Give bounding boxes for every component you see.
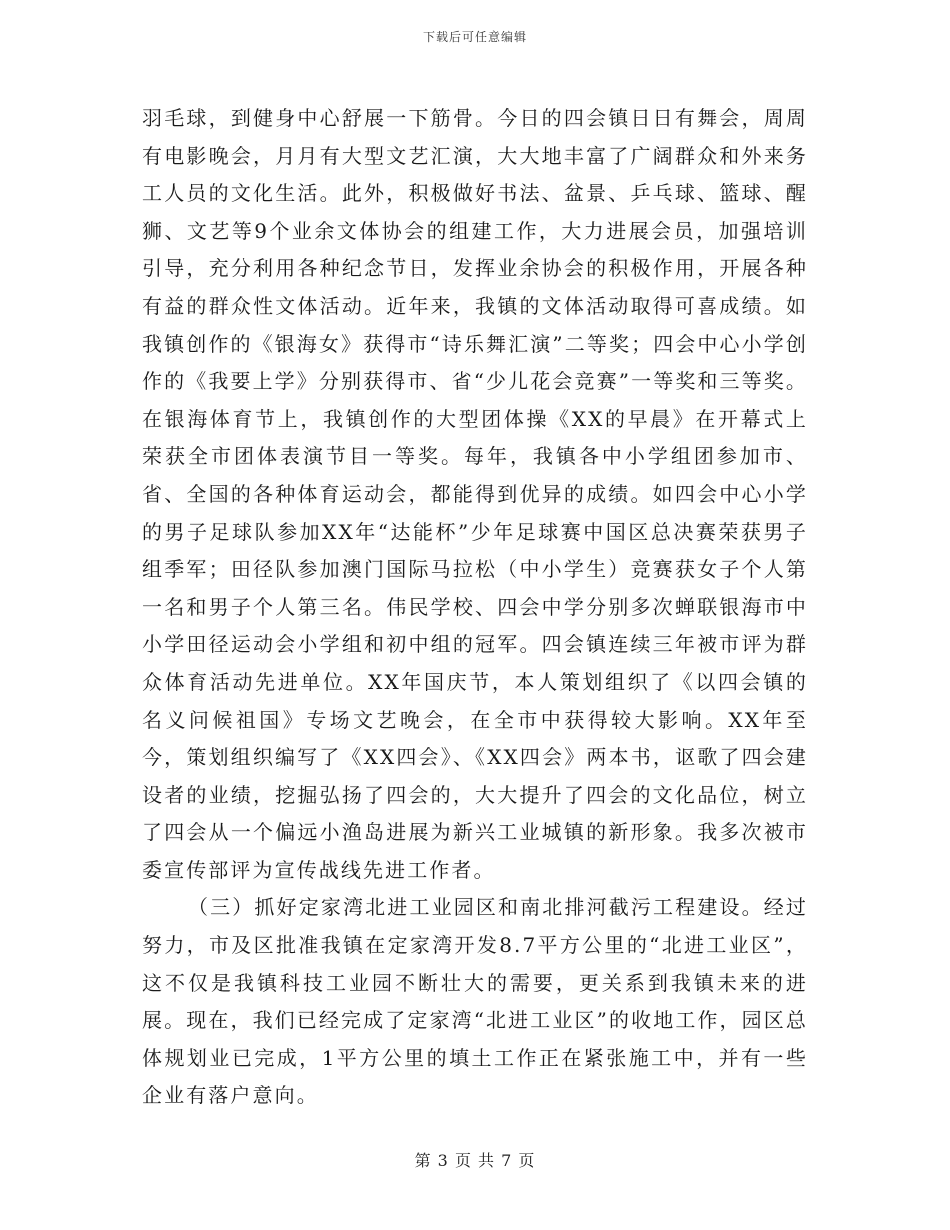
document-body	[142, 100, 808, 1115]
body-paragraph-1: 羽毛球，到健身中心舒展一下筋骨。今日的四会镇日日有舞会，周周有电影晚会，月月有大型文艺汇演，大大地丰富了广阔群众和外来务工人员的文化生活。此外，积极做好书法、盆景、乒乓球、篮球、醒狮、文艺等9个业余文体协会的组建工作，大力进展会员，加强培训引导，充分利用各种纪念节日，发挥业余协会的积极作用，开展各种有益的群众性文体活动。近年来，我镇的文体活动取得可喜成绩。如我镇创作的《银海女》获得市“诗乐舞汇演”二等奖；四会中心小学创作的《我要上学》分别获得市、省“少儿花会竞赛”一等奖和三等奖。在银海体育节上，我镇创作的大型团体操《XX的早晨》在开幕式上荣获全市团体表演节目一等奖。每年，我镇各中小学组团参加市、省、全国的各种体育运动会，都能得到优异的成绩。如四会中心小学的男子足球队参加XX年“达能杯”少年足球赛中国区总决赛荣获男子组季军；田径队参加澳门国际马拉松（中小学生）竞赛获女子个人第一名和男子个人第三名。伟民学校、四会中学分别多次蝉联银海市中小学田径运动会小学组和初中组的冠军。四会镇连续三年被市评为群众体育活动先进单位。XX年国庆节，本人策划组织了《以四会镇的名义问候祖国》专场文艺晚会，在全市中获得较大影响。XX年至今，策划组织编写了《XX四会》、《XX四会》两本书，讴歌了四会建设者的业绩，挖掘弘扬了四会的，大大提升了四会的文化品位，树立了四会从一个偏远小渔岛进展为新兴工业城镇的新形象。我多次被市委宣传部评为宣传战线先进工作者。	[142, 106, 808, 882]
page-header: 下载后可任意编辑	[422, 30, 527, 44]
page-number: 第 3 页 共 7 页	[414, 1151, 536, 1170]
body-paragraph-2: （三）抓好定家湾北进工业园区和南北排河截污工程建设。经过努力，市及区批准我镇在定家湾开发8.7平方公里的“北进工业区”，这不仅是我镇科技工业园不断壮大的需要，更关系到我镇未来的进展。现在，我们已经完成了定家湾“北进工业区”的收地工作，园区总体规划业已完成，1平方公里的填土工作正在紧张施工中，并有一些企业有落户意向。	[142, 895, 808, 1108]
